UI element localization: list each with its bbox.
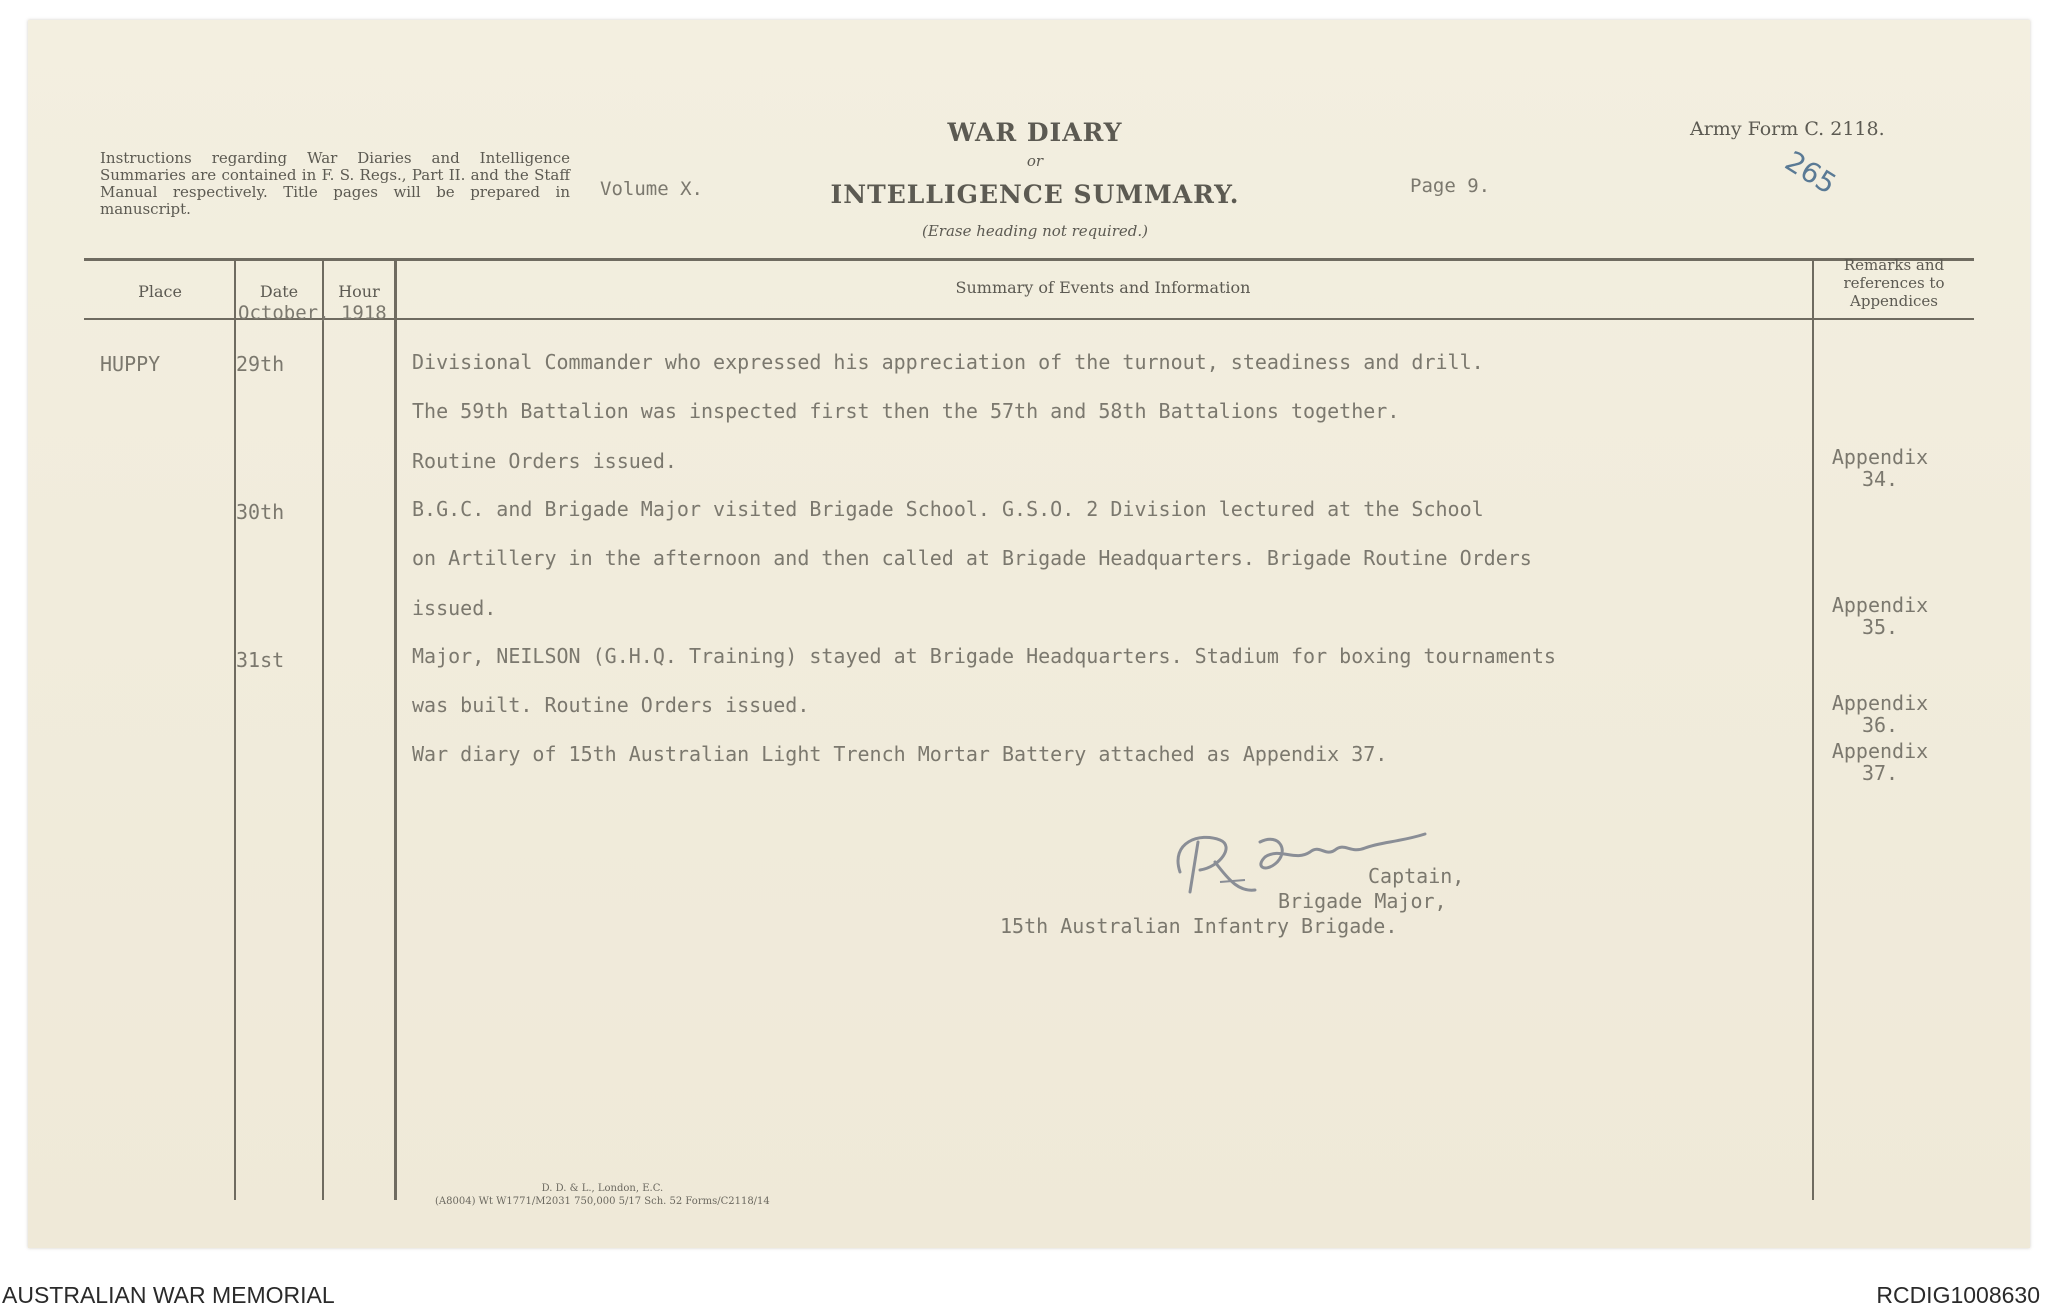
summary-line: Major, NEILSON (G.H.Q. Training) stayed at Brigade Headquarters. Stadium for boxing tournaments [412, 644, 1556, 668]
printer-line: (A8004) Wt W1771/M2031 750,000 5/17 Sch. 52 Forms/C2118/14 [435, 1196, 770, 1207]
column-header-summary: Summary of Events and Information [955, 278, 1251, 297]
printer-imprint [435, 1182, 770, 1208]
summary-line: Routine Orders issued. [412, 449, 677, 473]
title-block [775, 0, 1295, 260]
appendix-label: Appendix [1831, 445, 1929, 469]
summary-line: on Artillery in the afternoon and then called at Brigade Headquarters. Brigade Routine Orders [412, 546, 1532, 570]
archive-credit: AUSTRALIAN WAR MEMORIAL [2, 1282, 335, 1308]
appendix-number: 35. [1861, 615, 1899, 639]
appendix-reference [1822, 692, 1938, 736]
date-entry: 30th [236, 500, 285, 524]
erase-note: (Erase heading not required.) [921, 222, 1149, 240]
title-intelligence-summary: INTELLIGENCE SUMMARY. [830, 180, 1240, 209]
appendix-reference [1822, 740, 1938, 784]
column-divider-date [322, 260, 324, 1200]
place-entry: HUPPY [100, 352, 161, 376]
army-form-number: Army Form C. 2118. [1690, 118, 1885, 140]
appendix-label: Appendix [1831, 739, 1929, 763]
column-divider-hour [394, 260, 397, 1200]
folio-stamp: 265 [1779, 144, 1843, 201]
summary-line: Divisional Commander who expressed his appreciation of the turnout, steadiness and drill. [412, 350, 1484, 374]
appendix-number: 37. [1861, 761, 1899, 785]
appendix-number: 34. [1861, 467, 1899, 491]
column-header-hour: Hour [338, 282, 380, 301]
appendix-label: Appendix [1831, 593, 1929, 617]
month-entry: October, 1918 [238, 302, 387, 324]
column-header-place: Place [138, 282, 182, 301]
date-entry: 31st [236, 648, 285, 672]
appendix-reference [1822, 594, 1938, 638]
appendix-label: Appendix [1831, 691, 1929, 715]
column-header-date: Date [259, 282, 299, 301]
column-divider-place [234, 260, 236, 1200]
archive-reference: RCDIG1008630 [1876, 1282, 2040, 1308]
summary-line: The 59th Battalion was inspected first then the 57th and 58th Battalions together. [412, 399, 1400, 423]
summary-line: issued. [412, 596, 497, 620]
printer-line: D. D. & L., London, E.C. [541, 1183, 664, 1194]
summary-line: B.G.C. and Brigade Major visited Brigade School. G.S.O. 2 Division lectured at the School [412, 497, 1484, 521]
signatory-unit: 15th Australian Infantry Brigade. [1000, 914, 1398, 938]
signatory-appointment: Brigade Major, [1278, 889, 1447, 913]
summary-line: War diary of 15th Australian Light Trench Mortar Battery attached as Appendix 37. [412, 742, 1388, 766]
signatory-rank: Captain, [1368, 864, 1465, 888]
page-number: Page 9. [1410, 175, 1491, 197]
column-divider-summary [1812, 260, 1814, 1200]
instructions-note: Instructions regarding War Diaries and Intelligence Summaries are contained in F. S. Regs., Part II. and the Staff Manual respectively. Title pages will be prepared in manuscript. [100, 149, 570, 218]
appendix-number: 36. [1861, 713, 1899, 737]
date-entry: 29th [236, 352, 285, 376]
appendix-reference [1822, 446, 1938, 490]
summary-line: was built. Routine Orders issued. [412, 693, 810, 717]
column-header-remarks: Remarks and references to Appendices [1843, 256, 1945, 310]
volume-number: Volume X. [600, 178, 703, 200]
title-war-diary: WAR DIARY [947, 118, 1123, 147]
title-or: or [1026, 152, 1044, 170]
table-top-rule [84, 258, 1974, 261]
